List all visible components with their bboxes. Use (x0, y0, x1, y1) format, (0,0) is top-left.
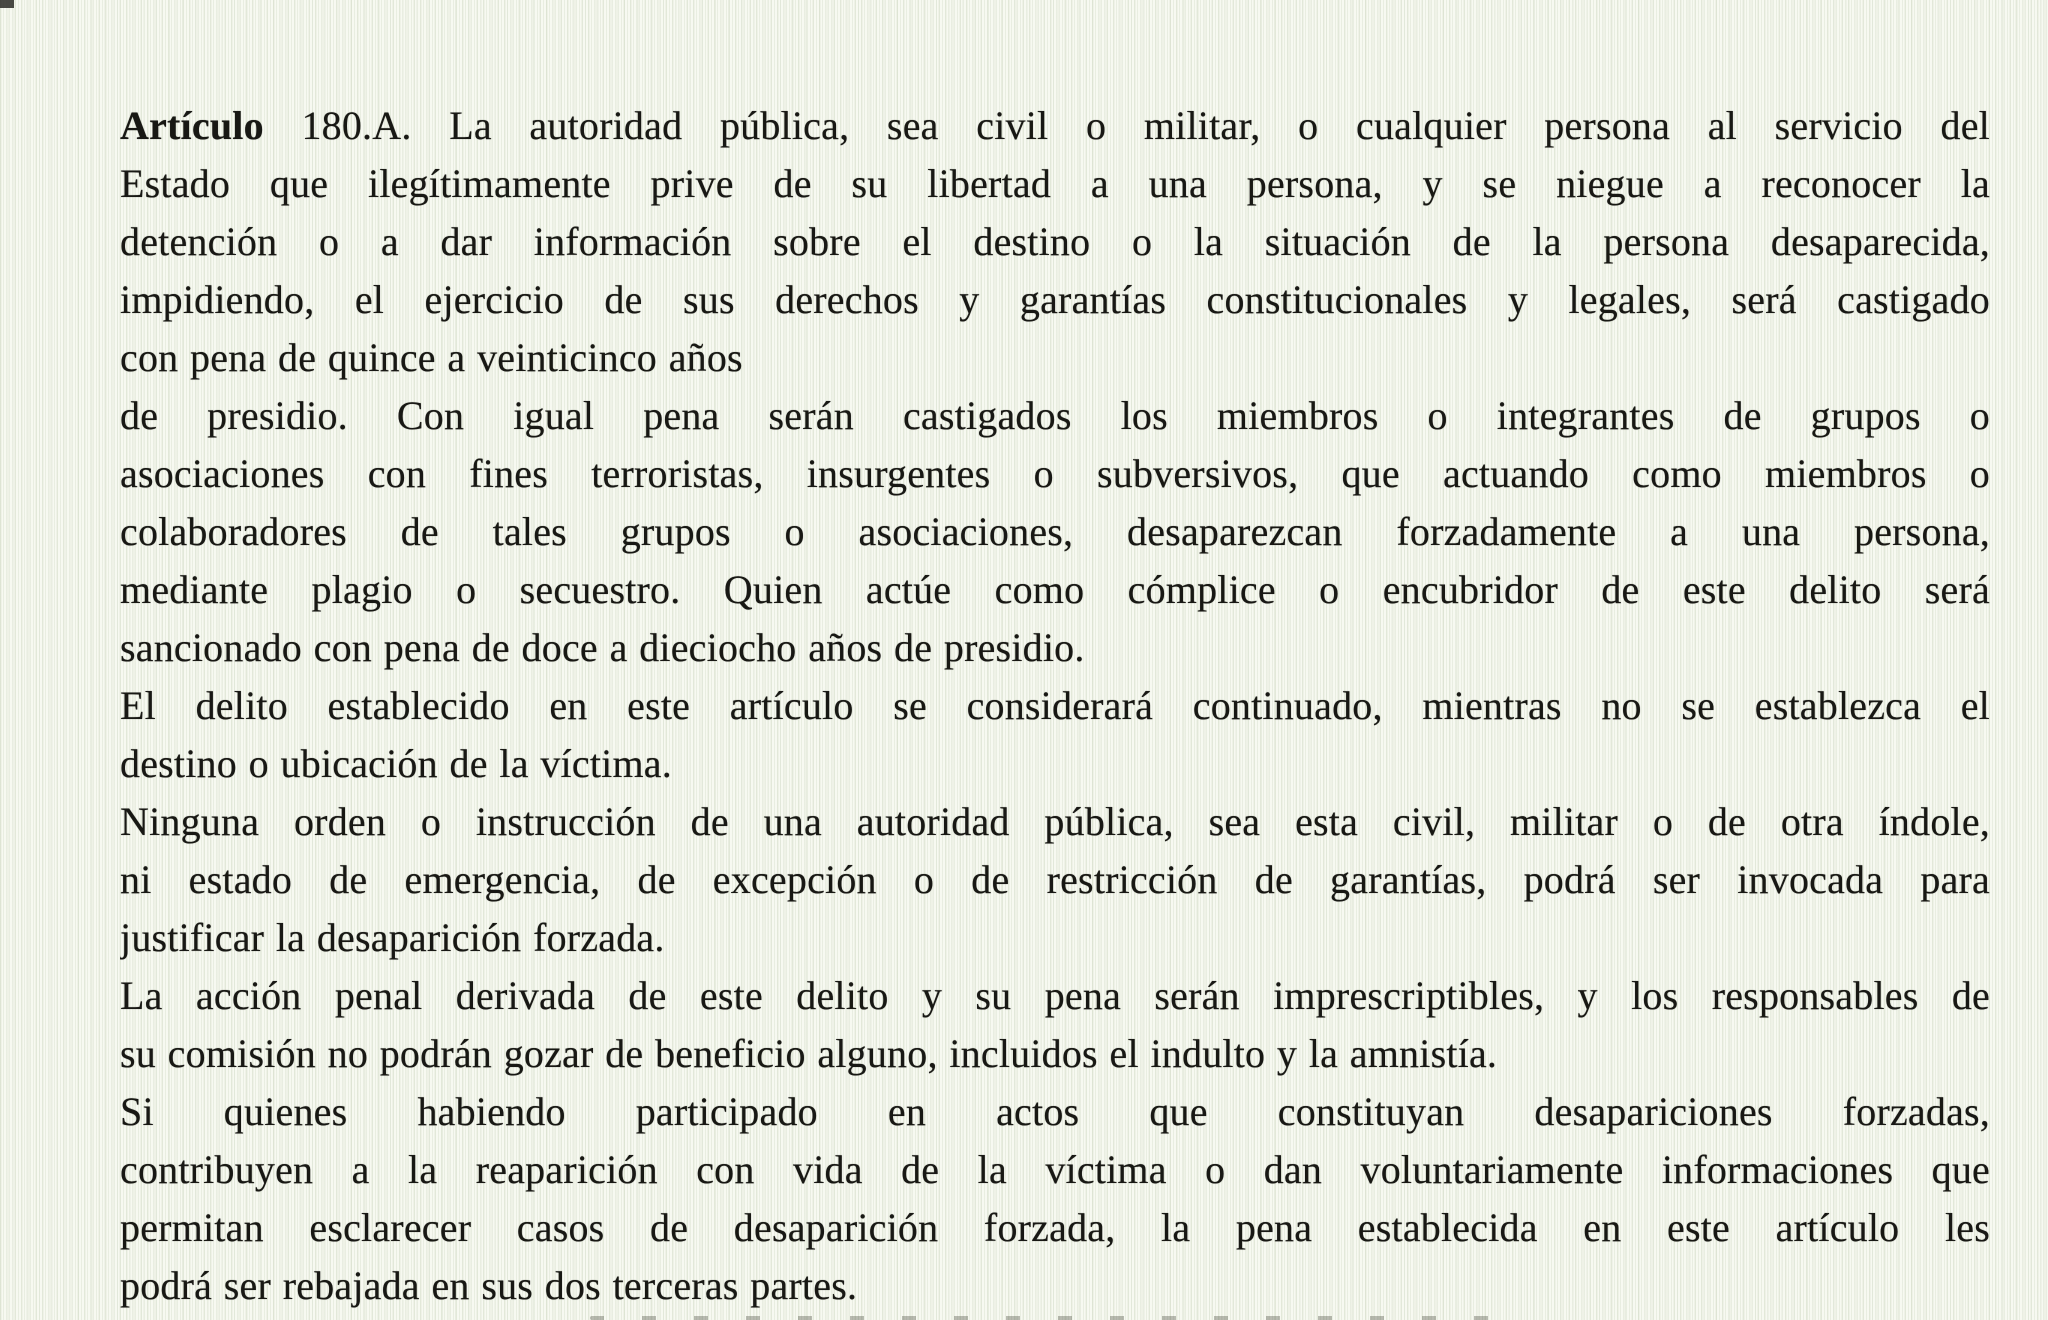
text-line-6: de presidio. Con igual pena serán castigados los miembros o integrantes de grupos o (120, 393, 1990, 438)
text-line-12: destino o ubicación de la víctima. (120, 741, 672, 786)
text-line-21: podrá ser rebajada en sus dos terceras partes. (120, 1263, 858, 1308)
text-line-8: colaboradores de tales grupos o asociaciones, desaparezcan forzadamente a una persona, (120, 509, 1990, 554)
text-line-16: La acción penal derivada de este delito y su pena serán imprescriptibles, y los responsables de (120, 973, 1990, 1018)
text-line-10: sancionado con pena de doce a dieciocho años de presidio. (120, 625, 1085, 670)
text-line-11: El delito establecido en este artículo se considerará continuado, mientras no se establezca el (120, 683, 1990, 728)
text-line-4: impidiendo, el ejercicio de sus derechos y garantías constitucionales y legales, será castigado (120, 277, 1990, 322)
text-line-14: ni estado de emergencia, de excepción o de restricción de garantías, podrá ser invocada para (120, 857, 1990, 902)
text-line-17: su comisión no podrán gozar de beneficio alguno, incluidos el indulto y la amnistía. (120, 1031, 1498, 1076)
text-line-2: Estado que ilegítimamente prive de su libertad a una persona, y se niegue a reconocer la (120, 161, 1990, 206)
article-label: Artículo (120, 103, 302, 148)
text-line-15: justificar la desaparición forzada. (120, 915, 665, 960)
text-line-18: Si quienes habiendo participado en actos que constituyan desapariciones forzadas, (120, 1089, 1990, 1134)
text-line-1 (120, 97, 1990, 155)
text-line-7: asociaciones con fines terroristas, insurgentes o subversivos, que actuando como miembros o (120, 451, 1990, 496)
text-line-1-body: 180.A. La autoridad pública, sea civil o militar, o cualquier persona al servicio del (301, 103, 1990, 148)
scan-artifact-smudge (590, 1316, 1510, 1320)
text-line-3: detención o a dar información sobre el destino o la situación de la persona desaparecida, (120, 219, 1990, 264)
text-line-19: contribuyen a la reaparición con vida de la víctima o dan voluntariamente informaciones que (120, 1147, 1990, 1192)
text-line-9: mediante plagio o secuestro. Quien actúe como cómplice o encubridor de este delito será (120, 567, 1990, 612)
text-line-20: permitan esclarecer casos de desaparición forzada, la pena establecida en este artículo les (120, 1205, 1990, 1250)
text-line-13: Ninguna orden o instrucción de una autoridad pública, sea esta civil, militar o de otra índole, (120, 799, 1990, 844)
text-line-5: con pena de quince a veinticinco años (120, 335, 743, 380)
